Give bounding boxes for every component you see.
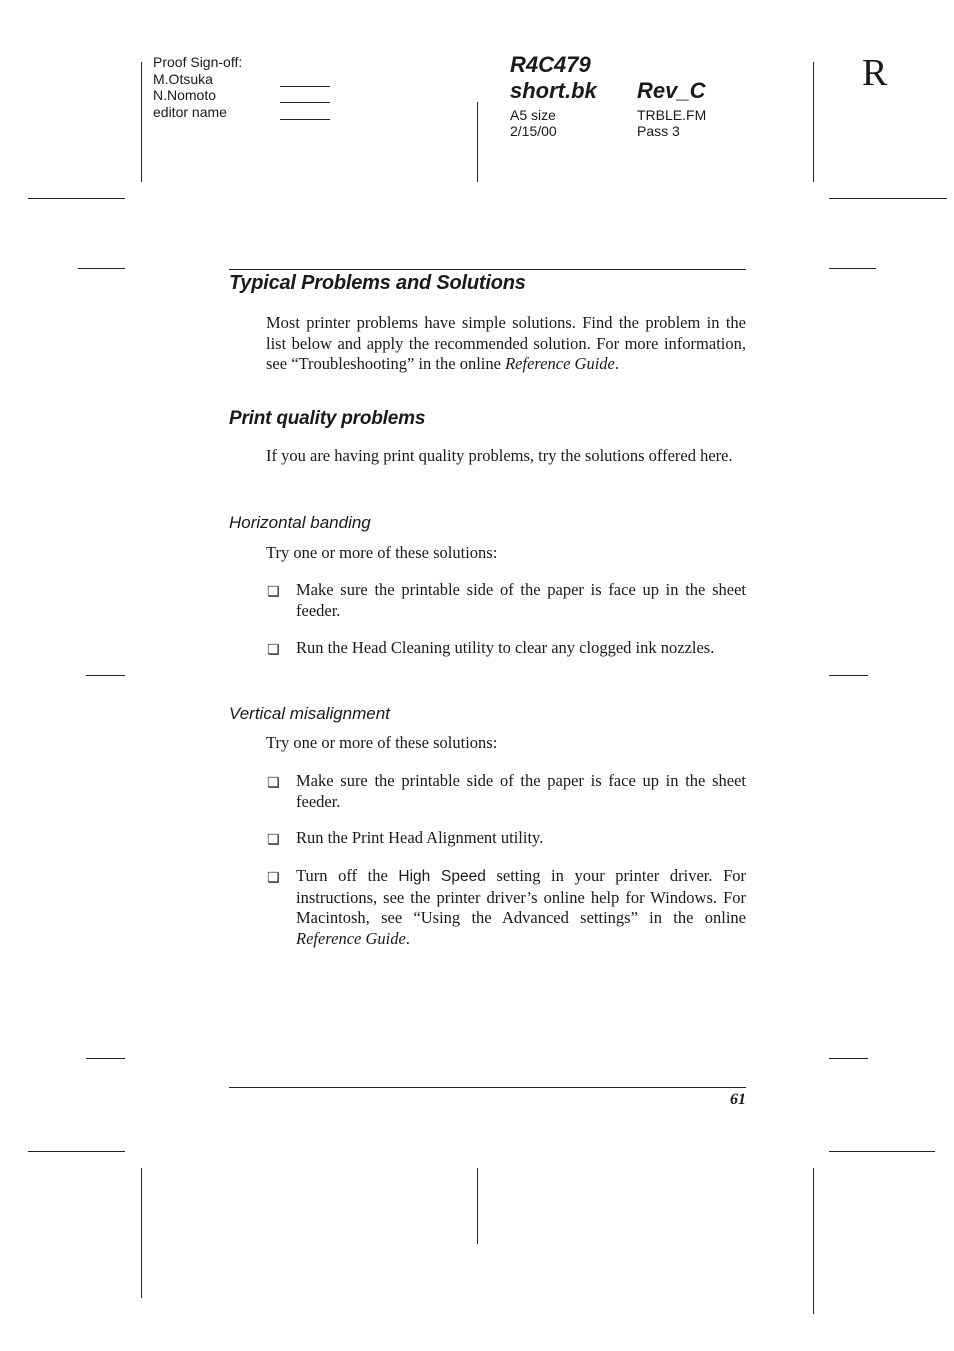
- checkbox-bullet-icon: ❏: [267, 831, 280, 847]
- crop-mark: [829, 675, 868, 676]
- topic-title: Horizontal banding: [229, 513, 371, 532]
- topic-lead: Try one or more of these solutions:: [266, 543, 498, 562]
- subsection-intro: If you are having print quality problems, try the solutions offered here.: [266, 446, 733, 465]
- crop-mark: [141, 1168, 142, 1298]
- page-number: 61: [730, 1091, 746, 1108]
- crop-mark: [813, 1168, 814, 1314]
- crop-mark: [28, 1151, 125, 1152]
- list-item: Run the Head Cleaning utility to clear any clogged ink nozzles.: [296, 638, 715, 657]
- proof-name-2: N.Nomoto: [153, 87, 217, 103]
- checkbox-bullet-icon: ❏: [267, 869, 280, 885]
- crop-mark: [829, 268, 876, 269]
- crop-mark: [28, 198, 125, 199]
- checkbox-bullet-icon: ❏: [267, 583, 280, 599]
- section-intro: [266, 313, 746, 375]
- subsection-title: Print quality problems: [229, 408, 426, 429]
- header-file: TRBLE.FM: [637, 107, 707, 123]
- crop-mark: [86, 1058, 125, 1059]
- list-item: Run the Print Head Alignment utility.: [296, 828, 544, 847]
- signature-line: [280, 102, 330, 103]
- item-reference: Reference Guide: [296, 928, 406, 948]
- signature-line: [280, 86, 330, 87]
- crop-mark: [829, 1151, 935, 1152]
- checkbox-bullet-icon: ❏: [267, 641, 280, 657]
- footer-rule: [229, 1087, 746, 1088]
- header-date: 2/15/00: [510, 123, 557, 139]
- crop-letter: R: [862, 52, 888, 94]
- topic-title: Vertical misalignment: [229, 704, 390, 723]
- crop-mark: [141, 62, 142, 182]
- intro-end: .: [614, 354, 619, 373]
- item-end: .: [405, 928, 410, 948]
- item-text: setting in your printer driver. For instructions, see the printer driver’s online help for Windows. For Macintosh, see “Using the Advanced settings” in the online: [296, 866, 747, 927]
- crop-mark: [477, 1168, 478, 1244]
- proof-label: Proof Sign-off:: [153, 54, 243, 70]
- header-code: R4C479: [510, 52, 591, 77]
- crop-mark: [86, 675, 125, 676]
- intro-text: Most printer problems have simple solutions. Find the problem in the list below and apply the recommended solution. For more information, see “Troubleshooting” in the online: [266, 313, 746, 373]
- list-item: Make sure the printable side of the paper is face up in the sheet feeder.: [296, 771, 746, 811]
- proof-name-1: M.Otsuka: [153, 70, 213, 87]
- header-size: A5 size: [510, 107, 556, 123]
- crop-mark: [829, 198, 947, 199]
- item-text: Turn off the: [296, 866, 399, 885]
- intro-reference: Reference Guide: [505, 354, 615, 373]
- header-pass: Pass 3: [637, 123, 680, 139]
- proof-signoff: [153, 54, 242, 120]
- section-title: Typical Problems and Solutions: [229, 272, 526, 294]
- crop-mark: [78, 268, 125, 269]
- signature-line: [280, 119, 330, 120]
- checkbox-bullet-icon: ❏: [267, 774, 280, 790]
- list-item: [296, 866, 746, 949]
- crop-mark: [477, 102, 478, 182]
- crop-mark: [829, 1058, 868, 1059]
- section-rule: [229, 269, 746, 270]
- header-book: short.bk: [510, 78, 597, 103]
- setting-name: High Speed: [398, 868, 486, 885]
- crop-mark: [813, 62, 814, 182]
- list-item: Make sure the printable side of the paper is face up in the sheet feeder.: [296, 580, 746, 620]
- topic-lead: Try one or more of these solutions:: [266, 733, 498, 752]
- header-rev: Rev_C: [637, 78, 706, 103]
- proof-name-3: editor name: [153, 103, 227, 120]
